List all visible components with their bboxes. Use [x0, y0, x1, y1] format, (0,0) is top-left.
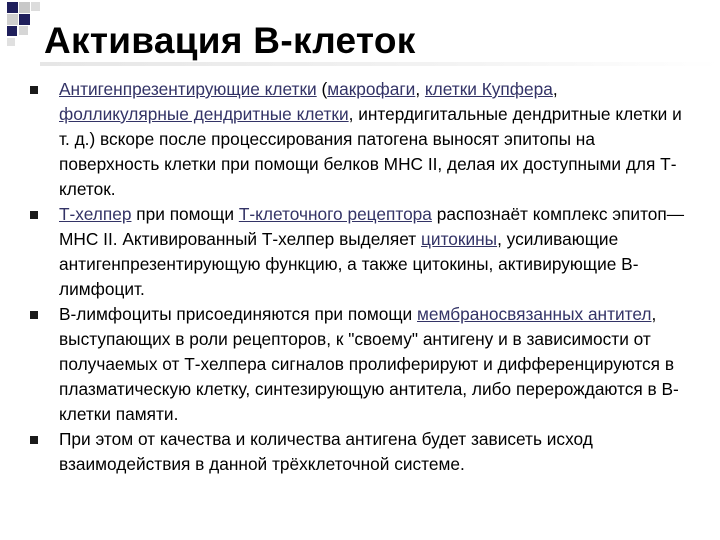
- bullet-text: [59, 427, 690, 477]
- hyperlink[interactable]: цитокины: [421, 229, 498, 249]
- bullet-item: [30, 202, 690, 302]
- hyperlink[interactable]: фолликулярные дендритные клетки: [59, 104, 349, 124]
- text-segment: при помощи: [131, 204, 239, 224]
- square-bullet-icon: [30, 311, 38, 319]
- hyperlink[interactable]: Антигенпрезентирующие клетки: [59, 79, 317, 99]
- hyperlink[interactable]: клетки Купфера: [424, 79, 553, 99]
- bullet-text: [59, 77, 690, 202]
- text-segment: , интердигитальные дендритные клетки и т. д.) вскоре после процессирования патогена выносят эпитопы на поверхность клетки при помощи белков MHC II, делая их доступными для Т-клеток.: [59, 104, 682, 199]
- deco-square-gray: [19, 26, 28, 35]
- title-underline: [40, 62, 720, 66]
- text-segment: , усиливающие антигенпрезентирующую функцию, а также цитокины, активирующие В-лимфоцит.: [59, 229, 639, 299]
- text-segment: , выступающих в роли рецепторов, к "своему" антигену и в зависимости от получаемых от Т-хелпера сигналов пролиферируют и дифференцируются в плазматическую клетку, синтезирующую антитела, либо перерождаются в В-клетки памяти.: [59, 304, 679, 424]
- bullet-text: [59, 302, 690, 427]
- bullet-item: [30, 77, 690, 202]
- hyperlink[interactable]: Т-клеточного рецептора: [238, 204, 432, 224]
- slide-title: Активация В-клеток: [44, 20, 416, 61]
- text-segment: ,: [415, 79, 425, 99]
- hyperlink[interactable]: мембраносвязанных антител: [417, 304, 652, 324]
- hyperlink[interactable]: макрофаги: [327, 79, 416, 99]
- square-bullet-icon: [30, 436, 38, 444]
- text-segment: В-лимфоциты присоединяются при помощи: [59, 304, 418, 324]
- text-segment: распознаёт комплекс эпитоп—MHC II. Активированный Т-хелпер выделяет: [59, 204, 685, 249]
- deco-square-gray: [7, 38, 15, 46]
- bullet-text: [59, 202, 690, 302]
- bullet-item: [30, 302, 690, 427]
- deco-square-gray: [7, 14, 18, 25]
- deco-square-gray: [31, 2, 40, 11]
- deco-square-navy: [19, 14, 30, 25]
- deco-square-gray: [19, 2, 30, 13]
- bullet-item: [30, 427, 690, 477]
- bullet-list: [30, 77, 690, 477]
- hyperlink[interactable]: Т-хелпер: [59, 204, 132, 224]
- text-segment: При этом от качества и количества антигена будет зависеть исход взаимодействия в данной трёхклеточной системе.: [59, 429, 593, 474]
- text-segment: ,: [552, 79, 558, 99]
- square-bullet-icon: [30, 86, 38, 94]
- text-segment: (: [316, 79, 328, 99]
- square-bullet-icon: [30, 211, 38, 219]
- deco-square-navy: [7, 26, 17, 36]
- deco-square-navy: [7, 2, 18, 13]
